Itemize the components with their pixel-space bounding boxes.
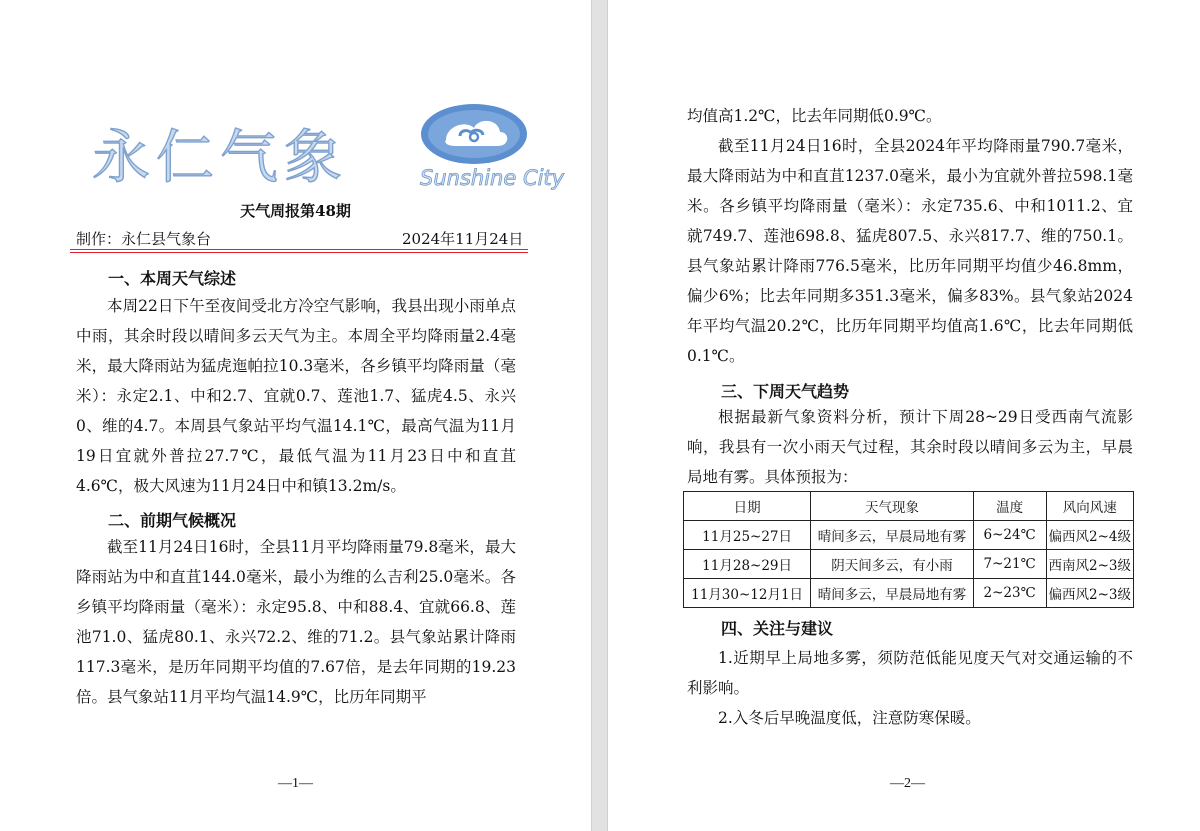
report-date: 2024年11月24日 [402, 230, 524, 248]
table-cell: 偏西风2~4级 [1046, 521, 1134, 550]
red-divider-line [70, 249, 528, 253]
section-2-heading: 二、前期气候概况 [108, 511, 237, 530]
table-cell: 阴天间多云，有小雨 [811, 550, 974, 579]
table-cell: 6~24℃ [973, 521, 1046, 550]
page-gap [591, 0, 608, 831]
section-2-paragraph: 截至11月24日16时，全县11月平均降雨量79.8毫米，最大降雨站为中和直苴144.0毫米，最小为维的么吉利25.0毫米。各乡镇平均降雨量（毫米）：永定95.8、中和88.4、宜就66.8、莲池71.0、猛虎80.1、永兴72.2、维的71.2。县气象站累计降雨117.3毫米，是历年同期平均值的7.67倍，是去年同期的19.23倍。县气象站11月平均气温14.9℃，比历年同期平 [76, 538, 516, 706]
section-1-paragraph: 本周22日下午至夜间受北方冷空气影响，我县出现小雨单点中雨，其余时段以晴间多云天气为主。本周全平均降雨量2.4毫米，最大降雨站为猛虎迤帕拉10.3毫米，各乡镇平均降雨量（毫米）：永定2.1、中和2.7、宜就0.7、莲池1.7、猛虎4.5、永兴0、维的4.7。本周县气象站平均气温14.1℃，最高气温为11月19日宜就外普拉27.7℃，最低气温为11月23日中和直苴4.6℃，极大风速为11月24日中和镇13.2m/s。 [76, 297, 516, 495]
table-row [684, 579, 1134, 608]
table-cell: 偏西风2~3级 [1046, 579, 1134, 608]
table-cell: 2~23℃ [973, 579, 1046, 608]
section-3-heading: 三、下周天气趋势 [721, 382, 850, 401]
page-number-1: —1— [278, 776, 313, 791]
producer-label: 制作：永仁县气象台 [76, 230, 212, 248]
document-page-1 [0, 0, 591, 831]
table-cell: 11月30~12月1日 [684, 579, 811, 608]
table-header-cell: 风向风速 [1046, 492, 1134, 521]
logo-text: 永仁气象 [92, 123, 349, 191]
table-row [684, 521, 1134, 550]
table-cell: 11月25~27日 [684, 521, 811, 550]
section-3-paragraph: 根据最新气象资料分析，预计下周28~29日受西南气流影响，我县有一次小雨天气过程，其余时段以晴间多云为主，早晨局地有雾。具体预报为： [687, 408, 1133, 486]
table-cell: 晴间多云，早晨局地有雾 [811, 579, 974, 608]
table-cell: 7~21℃ [973, 550, 1046, 579]
table-header-row [684, 492, 1134, 521]
forecast-table [683, 491, 1134, 608]
logo-english-text: Sunshine City [420, 166, 565, 190]
section-1-heading: 一、本周天气综述 [108, 269, 237, 288]
section-4-heading: 四、关注与建议 [721, 619, 834, 638]
table-cell: 11月28~29日 [684, 550, 811, 579]
advice-item-1: 1.近期早上局地多雾，须防范低能见度天气对交通运输的不利影响。 [687, 649, 1133, 697]
cloud-emblem-icon [416, 102, 565, 197]
table-header-cell: 天气现象 [811, 492, 974, 521]
advice-item-2: 2.入冬后早晚温度低，注意防寒保暖。 [718, 709, 981, 727]
table-header-cell: 温度 [973, 492, 1046, 521]
table-cell: 晴间多云，早晨局地有雾 [811, 521, 974, 550]
table-cell: 西南风2~3级 [1046, 550, 1134, 579]
section-2-continued: 均值高1.2℃，比去年同期低0.9℃。 [687, 107, 942, 125]
table-header-cell: 日期 [684, 492, 811, 521]
report-title: 天气周报第48期 [240, 202, 351, 220]
page-number-2: —2— [890, 776, 925, 791]
table-row [684, 550, 1134, 579]
section-2-paragraph-2: 截至11月24日16时，全县2024年平均降雨量790.7毫米，最大降雨站为中和直苴1237.0毫米，最小为宜就外普拉598.1毫米。各乡镇平均降雨量（毫米）：永定735.6、中和1011.2、宜就749.7、莲池698.8、猛虎807.5、永兴817.7、维的750.1。县气象站累计降雨776.5毫米，比历年同期平均值少46.8mm，偏少6%；比去年同期多351.3毫米，偏多83%。县气象站2024年平均气温20.2℃，比历年同期平均值高1.6℃，比去年同期低0.1℃。 [687, 137, 1133, 365]
